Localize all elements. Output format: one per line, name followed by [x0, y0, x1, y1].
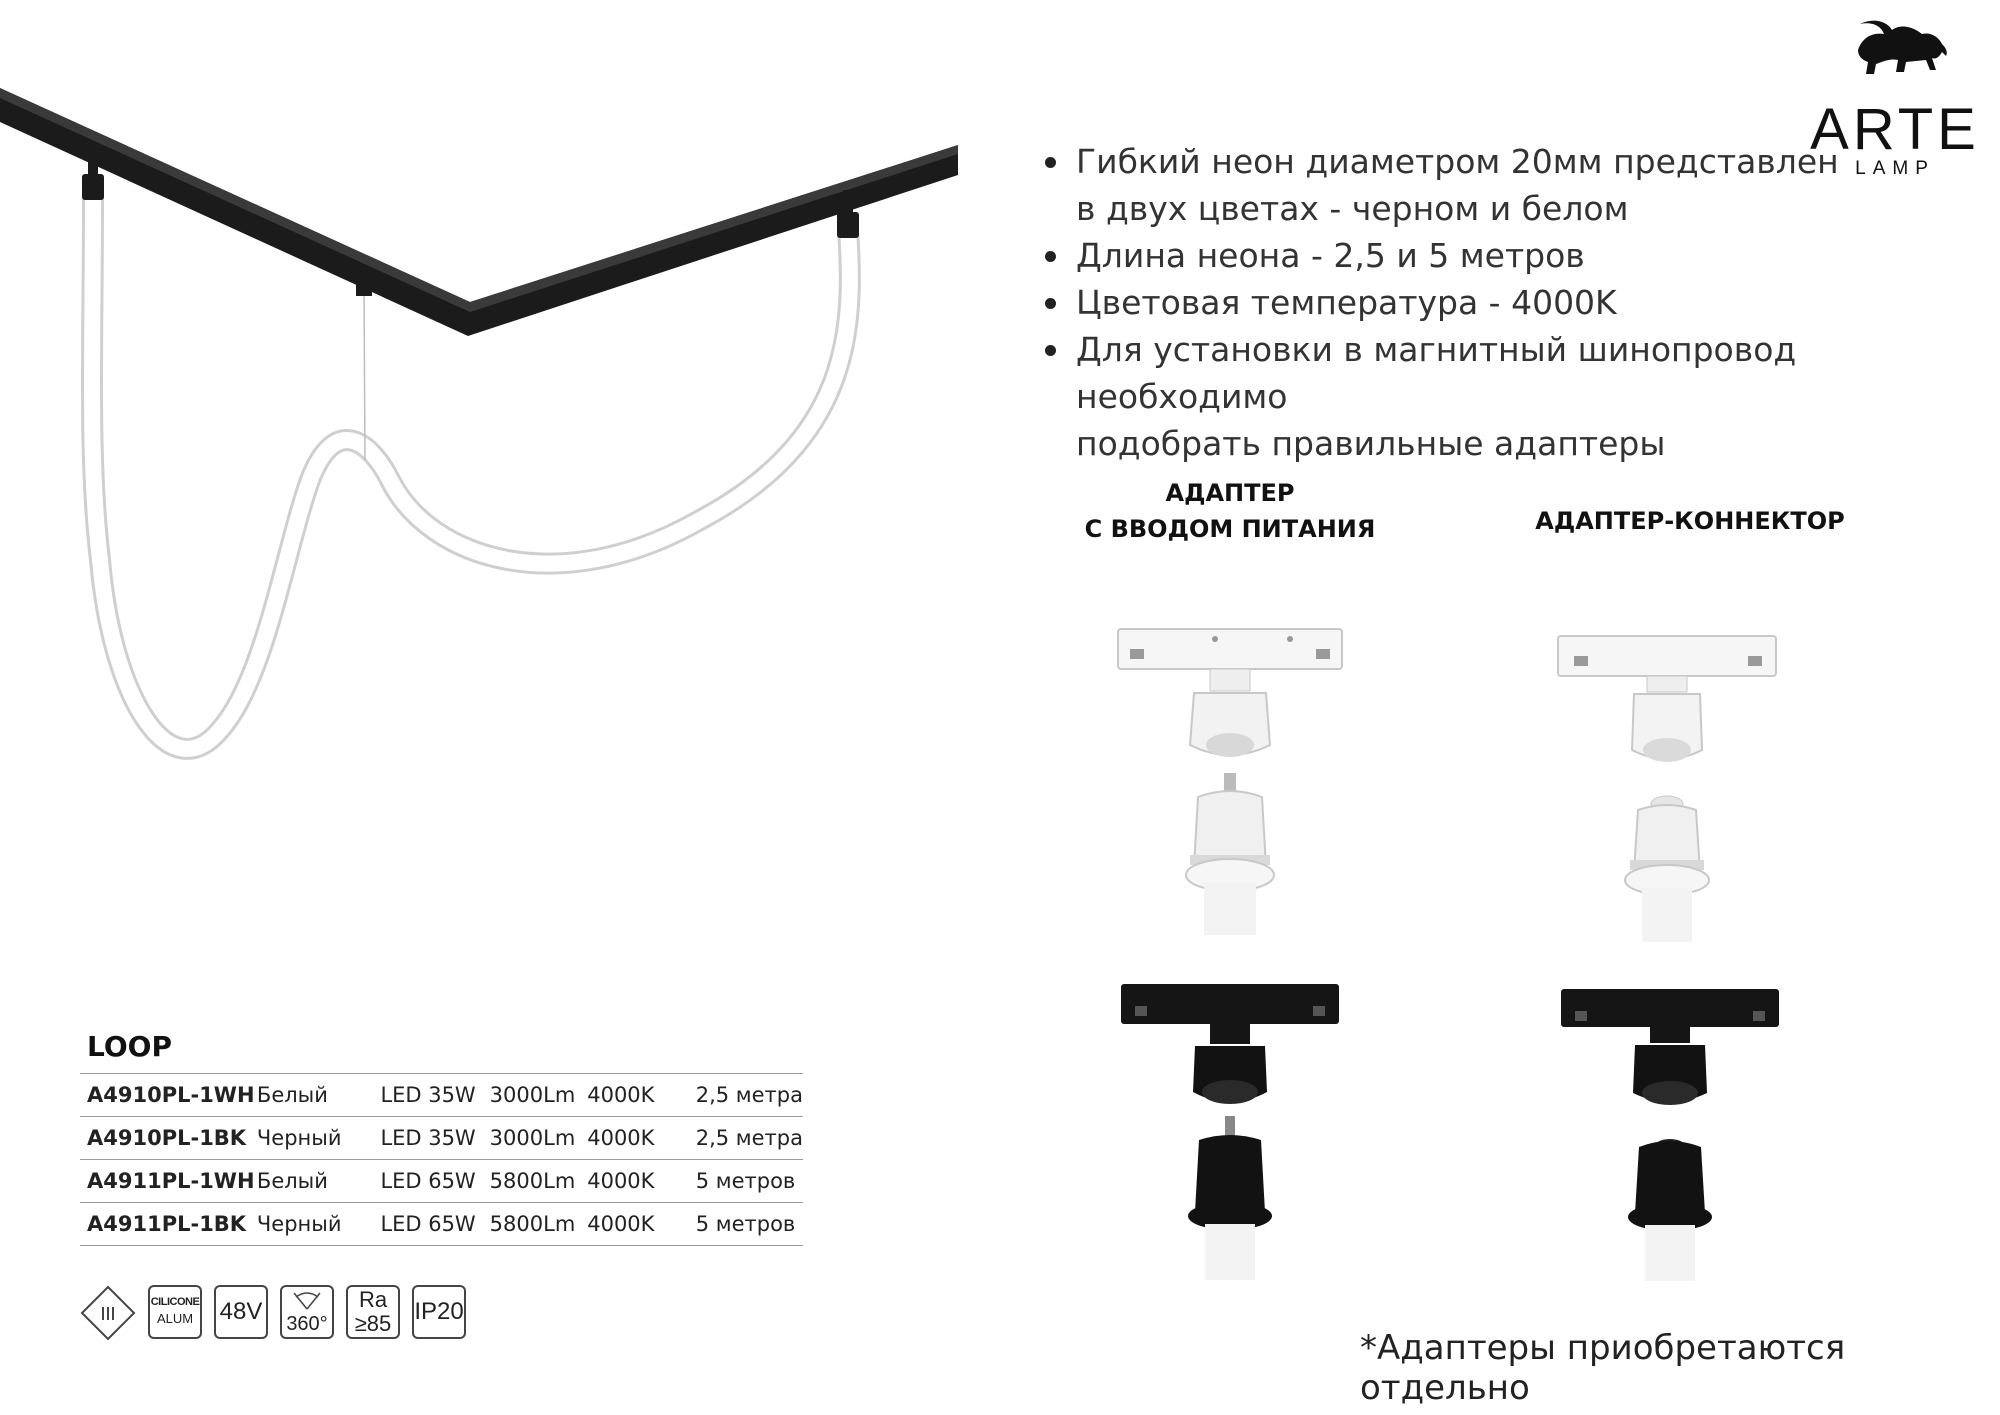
feature-item: [1040, 326, 1990, 467]
suspension-holder: [356, 278, 372, 296]
cri-label: Ra: [358, 1287, 388, 1312]
protection-class-icon: [80, 1285, 136, 1341]
article-cell: A4911PL-1BK: [87, 1212, 247, 1236]
ip-rating-icon: [412, 1285, 466, 1339]
material-icon: [148, 1285, 202, 1339]
material-label: ALUM: [156, 1311, 194, 1326]
temperature-cell: 4000K: [587, 1212, 655, 1236]
adapter-power-title-line: С ВВОДОМ ПИТАНИЯ: [1084, 515, 1376, 543]
flux-cell: 5800Lm: [489, 1169, 576, 1193]
adapter-power-title-line: АДАПТЕР: [1165, 479, 1295, 507]
flux-cell: 5800Lm: [489, 1212, 576, 1236]
length-cell: 2,5 метра: [695, 1083, 803, 1107]
magnetic-track: [0, 88, 958, 336]
adapter-power-title: [1060, 475, 1400, 547]
brand-name: ARTE: [1810, 97, 1980, 162]
flux-cell: 3000Lm: [489, 1126, 576, 1150]
material-label: CILICONE: [150, 1296, 200, 1308]
length-cell: 5 метров: [695, 1212, 796, 1236]
beam-angle-label: 360°: [286, 1313, 328, 1335]
temperature-cell: 4000K: [587, 1169, 655, 1193]
table-row: [80, 1160, 803, 1203]
flux-cell: 3000Lm: [489, 1083, 576, 1107]
article-cell: A4910PL-1WH: [87, 1083, 255, 1107]
article-cell: A4911PL-1WH: [87, 1169, 255, 1193]
cri-value: ≥85: [354, 1311, 392, 1336]
beam-angle-icon: [280, 1285, 334, 1339]
power-cell: 65W: [428, 1212, 476, 1236]
color-cell: Белый: [256, 1083, 328, 1107]
suspension-wire: [364, 290, 365, 460]
loop-neon-illustration: [0, 80, 960, 800]
protection-class-label: III: [100, 1304, 116, 1324]
feature-text: Длина неона - 2,5 и 5 метров: [1076, 236, 1585, 275]
feature-item: [1040, 138, 1990, 232]
winged-lion-icon: [1850, 18, 1950, 78]
power-cell: 35W: [428, 1126, 476, 1150]
feature-text-continued: в двух цветах - черном и белом: [1076, 189, 1629, 228]
adapter-connector-black-image: [1555, 985, 1785, 1285]
source-cell: LED: [380, 1212, 422, 1236]
table-row: [80, 1203, 803, 1246]
voltage-label: 48V: [219, 1298, 263, 1325]
feature-item: [1040, 232, 1990, 279]
length-cell: 5 метров: [695, 1169, 796, 1193]
feature-text: Для установки в магнитный шинопровод необходимо: [1076, 330, 1797, 416]
voltage-icon: [214, 1285, 268, 1339]
power-cell: 65W: [428, 1169, 476, 1193]
footnote: *Адаптеры приобретаются отдельно: [1360, 1328, 1846, 1408]
temperature-cell: 4000K: [587, 1083, 655, 1107]
neon-tube: [92, 198, 850, 749]
source-cell: LED: [380, 1126, 422, 1150]
feature-text: Цветовая температура - 4000K: [1076, 283, 1617, 322]
brand-subname: LAMP: [1855, 158, 1935, 179]
color-cell: Черный: [256, 1212, 342, 1236]
feature-list: [1040, 138, 1990, 467]
source-cell: LED: [380, 1083, 422, 1107]
color-cell: Белый: [256, 1169, 328, 1193]
table-row: [80, 1074, 803, 1117]
adapter-connector-white-image: [1552, 632, 1782, 942]
adapter-connector-title: АДАПТЕР-КОННЕКТОР: [1535, 507, 1845, 535]
adapter-power-white-image: [1110, 625, 1350, 935]
feature-text-continued: подобрать правильные адаптеры: [1076, 424, 1666, 463]
beam-angle-arc-icon: [282, 1289, 332, 1313]
feature-item: [1040, 279, 1990, 326]
product-spec-table: [80, 1073, 803, 1246]
article-cell: A4910PL-1BK: [87, 1126, 247, 1150]
ip-rating-label: IP20: [414, 1298, 464, 1325]
temperature-cell: 4000K: [587, 1126, 655, 1150]
length-cell: 2,5 метра: [695, 1126, 803, 1150]
cri-icon: [346, 1285, 400, 1339]
feature-text: Гибкий неон диаметром 20мм представлен: [1076, 142, 1839, 181]
color-cell: Черный: [256, 1126, 342, 1150]
power-cell: 35W: [428, 1083, 476, 1107]
product-name: LOOP: [87, 1030, 172, 1063]
table-row: [80, 1117, 803, 1160]
source-cell: LED: [380, 1169, 422, 1193]
adapter-power-black-image: [1115, 980, 1345, 1280]
